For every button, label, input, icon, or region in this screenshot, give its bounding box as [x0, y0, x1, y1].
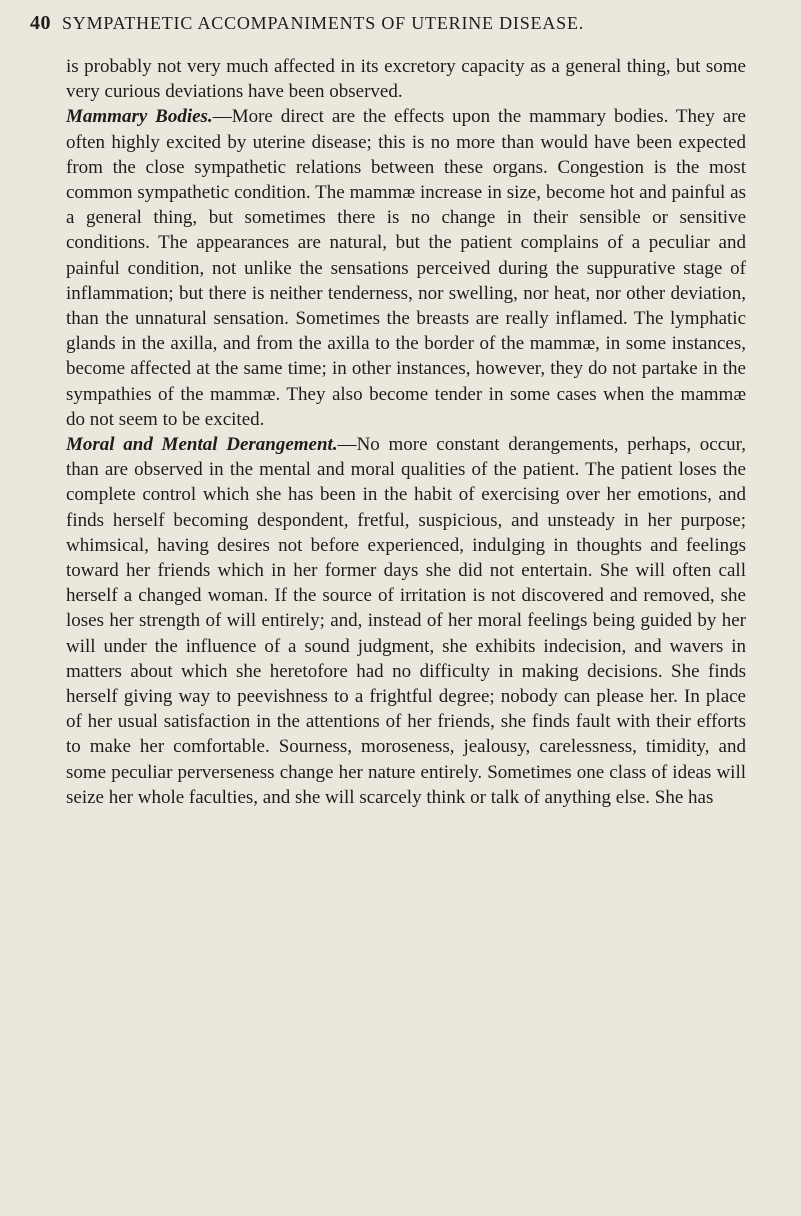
section-heading-moral-mental-derangement: Moral and Mental Derangement.	[66, 434, 338, 456]
section-heading-mammary-bodies: Mammary Bodies.	[66, 106, 213, 128]
paragraph-1	[66, 54, 746, 104]
paragraph-moral-mental-derangement-text: —No more constant derangements, perhaps, occur, than are observed in the mental and moral qualities of the patient. The patient loses the complete control which she has been in the habit of exercising over her emotions, and finds herself becoming despondent, fretful, suspicious, and unsteady in her purpose; whimsical, having desires not before experienced, indulging in thoughts and feelings toward her friends which in her former days she did not entertain. She will often call herself a changed woman. If the source of irritation is not discovered and removed, she loses her strength of will entirely; and, instead of her moral feelings being guided by her will under the influence of a sound judgment, she exhibits indecision, and wavers in matters about which she heretofore had no difficulty in making decisions. She finds herself giving way to peevishness to a frightful degree; nobody can please her. In place of her usual satisfaction in the attentions of her friends, she finds fault with their efforts to make her comfortable. Sourness, moroseness, jealousy, carelessness, timidity, and some peculiar perverseness change her nature entirely. Sometimes one class of ideas will seize her whole faculties, and she will scarcely think or talk of anything else. She has	[66, 434, 746, 808]
paragraph-1-text: is probably not very much affected in its excretory capacity as a general thing, but some very curious deviations have been observed.	[66, 56, 746, 103]
paragraph-mammary-bodies-text: —More direct are the effects upon the mammary bodies. They are often highly excited by uterine disease; this is no more than would have been expected from the close sympathetic relations between these organs. Congestion is the most common sympathetic condition. The mammæ increase in size, become hot and painful as a general thing, but sometimes there is no change in their sensible or sensitive conditions. The appearances are natural, but the patient complains of a peculiar and painful condition, not unlike the sensations perceived during the suppurative stage of inflammation; but there is neither tenderness, nor swelling, nor heat, nor other deviation, than the unnatural sensation. Sometimes the breasts are really inflamed. The lymphatic glands in the axilla, and from the axilla to the border of the mammæ, in some instances, become affected at the same time; in other instances, however, they do not partake in the sympathies of the mammæ. They also become tender in some cases when the mammæ do not seem to be excited.	[66, 106, 746, 430]
page-content	[66, 54, 746, 810]
page-number: 40	[30, 12, 51, 34]
paragraph-moral-mental-derangement	[66, 432, 746, 810]
paragraph-mammary-bodies	[66, 104, 746, 432]
page-header-title: SYMPATHETIC ACCOMPANIMENTS OF UTERINE DISEASE.	[62, 13, 585, 33]
running-header	[30, 12, 770, 36]
